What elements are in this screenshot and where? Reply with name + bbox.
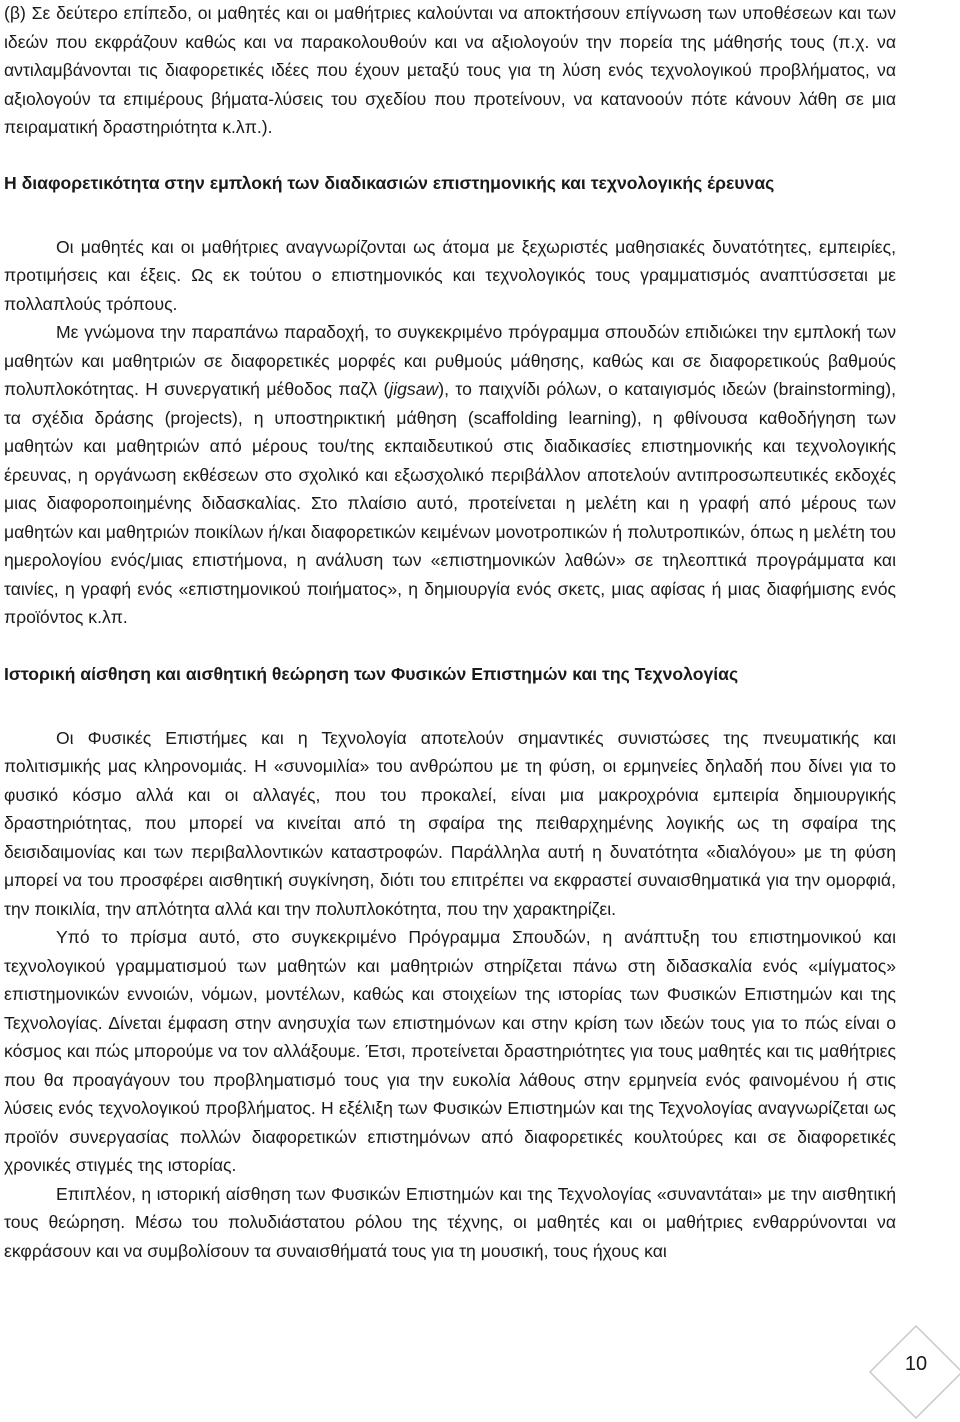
document-body (4, 0, 896, 1265)
history-paragraph-2: Υπό το πρίσμα αυτό, στο συγκεκριμένο Πρόγραμμα Σπουδών, η ανάπτυξη του επιστημονικού και τεχνολογικού γραμματισμού των μαθητών και μαθητριών στηρίζεται πάνω στη διδασκαλία ενός «μίγματος» επιστημονικών εννοιών, νόμων, μοντέλων, καθώς και στοιχείων της ιστορίας των Φυσικών Επιστημών και της Τεχνολογίας. Δίνεται έμφαση στην ανησυχία των επιστημόνων και στην κρίση των ιδεών τους για το πώς είναι ο κόσμος και πώς μπορούμε να τον αλλάξουμε. Έτσι, προτείνεται δραστηριότητες για τους μαθητές και τις μαθήτριες που θα προαγάγουν του προβληματισμό τους για την ευκολία λάθους στην ερμηνεία ενός φαινομένου ή στις λύσεις ενός τεχνολογικού προβλήματος. Η εξέλιξη των Φυσικών Επιστημών και της Τεχνολογίας αναγνωρίζεται ως προϊόν συνεργασίας πολλών διαφορετικών επιστημόνων από διαφορετικές κουλτούρες και σε διαφορετικές χρονικές στιγμές της ιστορίας. (4, 927, 896, 1175)
jigsaw-term: jigsaw (389, 379, 439, 399)
section-heading-diversity: Η διαφορετικότητα στην εμπλοκή των διαδικασιών επιστημονικής και τεχνολογικής έρευνας (4, 172, 775, 193)
diversity-paragraph-2-text-b: ), το παιχνίδι ρόλων, ο καταιγισμός ιδεών (brainstorming), τα σχέδια δράσης (projects), η υποστηρικτική μάθηση (scaffolding learning), η φθίνουσα καθοδήγηση των μαθητών και μαθητριών από μέρους του/της εκπαιδευτικού στις διαδικασίες επιστημονικής και τεχνολογικής έρευνας, η οργάνωση εκθέσεων στο σχολικό και εξωσχολικό περιβάλλον αποτελούν αντιπροσωπευτικές εκδοχές μιας διαφοροποιημένης διδασκαλίας. Στο πλαίσιο αυτό, προτείνεται η μελέτη και η γραφή από μέρους των μαθητών και μαθητριών ποικίλων ή/και διαφορετικών κειμένων μονοτροπικών ή πολυτροπικών, όπως η μελέτη του ημερολογίου ενός/μιας επιστήμονα, η ανάλυση των «επιστημονικών λαθών» σε τηλεοπτικά προγράμματα και ταινίες, η γραφή ενός «επιστημονικού ποιήματος», η δημιουργία ενός σκετς, μιας αφίσας ή μιας διαφήμισης ενός προϊόντος κ.λπ. (4, 379, 896, 627)
page-number-badge (866, 1322, 948, 1404)
diversity-paragraph-2 (4, 318, 896, 632)
diversity-paragraph-1: Οι μαθητές και οι μαθήτριες αναγνωρίζονται ως άτομα με ξεχωριστές μαθησιακές δυνατότητες, εμπειρίες, προτιμήσεις και έξεις. Ως εκ τούτου ο επιστημονικός και τεχνολογικός τους γραμματισμός αναπτύσσεται με πολλαπλούς τρόπους. (4, 236, 896, 314)
history-paragraph-1: Οι Φυσικές Επιστήμες και η Τεχνολογία αποτελούν σημαντικές συνιστώσες της πνευματικής και πολιτισμικής μας κληρονομιάς. Η «συνομιλία» του ανθρώπου με τη φύση, οι ερμηνείες δηλαδή που δίνει για το φυσικό κόσμο αλλά και οι αλλαγές, που του προκαλεί, είναι μια μακροχρόνια εμπειρία δημιουργικής δραστηριότητας, που μπορεί να κινείται από τη σφαίρα της πειθαρχημένης λογικής ως τη σφαίρα της δεισιδαιμονίας και των περιβαλλοντικών καταστροφών. Παράλληλα αυτή η δυνατότητα «διαλόγου» με τη φύση μπορεί να του προσφέρει αισθητική συγκίνηση, διότι του επιτρέπει να εκφραστεί συναισθηματικά για την ομορφιά, την ποικιλία, την απλότητα αλλά και την πολυπλοκότητα, που την χαρακτηρίζει. (4, 727, 896, 919)
section-heading-history-aesthetics: Ιστορική αίσθηση και αισθητική θεώρηση των Φυσικών Επιστημών και της Τεχνολογίας (4, 663, 739, 684)
intro-paragraph: (β) Σε δεύτερο επίπεδο, οι μαθητές και οι μαθήτριες καλούνται να αποκτήσουν επίγνωση των υποθέσεων και των ιδεών που εκφράζουν καθώς και να παρακολουθούν και να αξιολογούν την πορεία της μάθησής τους (π.χ. να αντιλαμβάνονται τις διαφορετικές ιδέες που έχουν μεταξύ τους για τη λύση ενός τεχνολογικού προβλήματος, να αξιολογούν τα επιμέρους βήματα-λύσεις του σχεδίου που προτείνουν, να κατανοούν πότε κάνουν λάθη σε μια πειραματική δραστηριότητα κ.λπ.). (4, 3, 896, 137)
diversity-paragraph-2-text-a: Με γνώμονα την παραπάνω παραδοχή, το συγκεκριμένο πρόγραμμα σπουδών επιδιώκει την εμπλοκή των μαθητών και μαθητριών σε διαφορετικές μορφές και ρυθμούς μάθησης, καθώς και σε διαφορετικούς βαθμούς πολυπλοκότητας. Η συνεργατική μέθοδος παζλ ( (4, 322, 896, 399)
page-number: 10 (904, 1353, 928, 1375)
history-paragraph-3: Επιπλέον, η ιστορική αίσθηση των Φυσικών Επιστημών και της Τεχνολογίας «συναντάται» με την αισθητική τους θεώρηση. Μέσω του πολυδιάστατου ρόλου της τέχνης, οι μαθητές και οι μαθήτριες ενθαρρύνονται να εκφράσουν και να συμβολίσουν τα συναισθήματά τους για τη μουσική, τους ήχους και (4, 1183, 896, 1261)
